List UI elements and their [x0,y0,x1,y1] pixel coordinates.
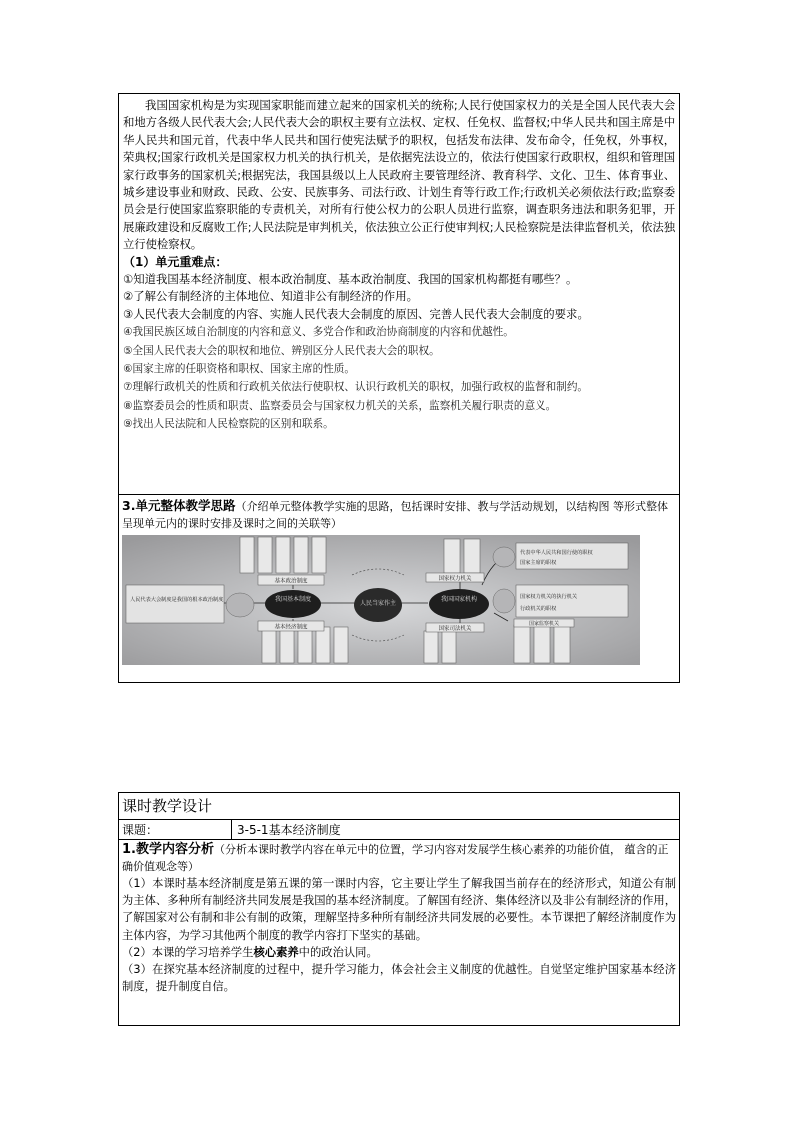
key-point-5: ⑤全国人民代表大会的职权和地位、辨别区分人民代表大会的职权。 [123,344,440,357]
unit-plan-title: 3.单元整体教学思路 [122,498,236,513]
content-analysis-title: 1.教学内容分析 [122,842,214,857]
diagram-box-r3: 国家权力机关的执行机关 [520,594,578,600]
key-point-4: ④我国民族区域自治制度的内容和意义、多党合作和政治协商制度的内容和优越性。 [123,326,514,339]
unit-structure-diagram-photo [122,535,640,665]
diagram-right-hub: 我国国家机构 [440,596,478,603]
key-point-3: ③人民代表大会制度的内容、实施人民代表大会制度的原因、完善人民代表大会制度的要求。 [123,306,589,321]
analysis-paragraph-3: （3）在探究基本经济制度的过程中，提升学习能力，体会社会主义制度的优越性。自觉坚定维护国家基本经济制度，提升制度自信。 [122,963,676,994]
key-point-7: ⑦理解行政机关的性质和行政机关依法行使职权、认识行政机关的职权，加强行政权的监督和制约。 [123,381,589,394]
diagram-label-power: 国家权力机关 [438,576,472,582]
key-point-8: ⑧监察委员会的性质和职责、监察委员会与国家权力机关的关系，监察机关履行职责的意义。 [123,399,557,412]
diagram-label-supervision: 国家监察机关 [528,621,560,627]
diagram-label-judicial: 国家司法机关 [438,626,472,632]
analysis-paragraph-1: （1）本课时基本经济制度是第五课的第一课时内容，它主要让学生了解我国当前存在的经济形式，知道公有制为主体、多种所有制经济共同发展是我国的基本经济制度。了解国有经济、集体经济以及非公有制经济的作用，了解国家对公有制和非公有制的政策，理解坚持多种所有制经济共同发展的必要性。本节课把了解经济制度作为主体内容，为学习其他两个制度的教学内容打下坚实的基础。 [122,877,676,942]
analysis-p2-end: 中的政治认同。 [298,945,378,959]
diagram-box-r2: 国家主席的职权 [520,560,557,566]
diagram-box-r4: 行政机关的职权 [520,606,557,612]
content-analysis-cell [119,840,679,997]
key-point-9: ⑨找出人民法院和人民检察院的区别和联系。 [123,418,334,431]
unit-table [118,93,680,683]
content-analysis-description: （分析本课时教学内容在单元中的位置，学习内容对发展学生核心素养的功能价值， 蕴含的正确价值观念等） [122,843,669,873]
diagram-label-political: 基本政治制度 [274,578,308,585]
key-point-6: ⑥国家主席的任职资格和职权、国家主席的性质。 [123,362,355,375]
analysis-p2-start: （2）本课的学习培养学生 [122,945,254,959]
core-literacy-emphasis: 核心素养 [253,945,299,959]
diagram-label-economic: 基本经济制度 [274,624,308,631]
unit-plan-description: （介绍单元整体教学实施的思路，包括课时安排、教与学活动规划，以结构图 等形式整体呈现单元内的课时安排及课时之间的关联等） [122,500,668,530]
diagram-left-hub: 我国基本制度 [274,596,312,603]
unit-plan-cell [119,495,679,665]
lesson-topic-label: 课题： [119,820,232,839]
lesson-topic-row [119,820,679,840]
unit-analysis-cell [119,94,679,495]
lesson-design-table [118,792,680,1026]
analysis-paragraph-2 [122,944,676,961]
diagram-box-r1: 代表中华人民共和国行使的职权 [520,550,593,556]
key-point-1: ①知道我国基本经济制度、根本政治制度、基本政治制度、我国的国家机构都挺有哪些？。 [123,271,578,286]
lesson-topic-value: 3-5-1基本经济制度 [237,823,341,837]
key-point-2: ②了解公有制经济的主体地位、知道非公有制经济的作用。 [123,289,418,304]
unit-intro-paragraph: 我国国家机构是为实现国家职能而建立起来的国家机关的统称;人民行使国家权力的关是全国人民代表大会和地方各级人民代表大会;人民代表大会的职权主要有立法权、定权、任免权、监督权;中华人民共和国主席是中华人民共和国元首，代表中华人民共和国行使宪法赋予的职权，包括发布法律、发布命令，任免权，外事权，荣典权;国家行政机关是国家权力机关的执行机关，是依据宪法设立的，依法行使国家行政职权，组织和管理国家行政事务的国家机关;根据宪法，我国县级以上人民政府主要管理经济、教育科学、文化、卫生、体育事业、城乡建设事业和财政、民政、公安、民族事务、司法行政、计划生育等行政工作;行政机关必须依法行政;监察委员会是行使国家监察职能的专责机关，对所有行使公权力的公职人员进行监察，调查职务违法和职务犯罪，开展廉政建设和反腐败工作;人民法院是审判机关，依法独立公正行使审判权;人民检察院是法律监督机关，依法独立行使检察权。 [123,98,675,252]
lesson-design-title: 课时教学设计 [119,793,679,820]
diagram-left-box: 人民代表大会制度是我国的根本政治制度 [130,597,224,603]
key-points-heading: （1）单元重难点： [123,254,228,269]
diagram-center: 人民当家作主 [359,600,397,607]
